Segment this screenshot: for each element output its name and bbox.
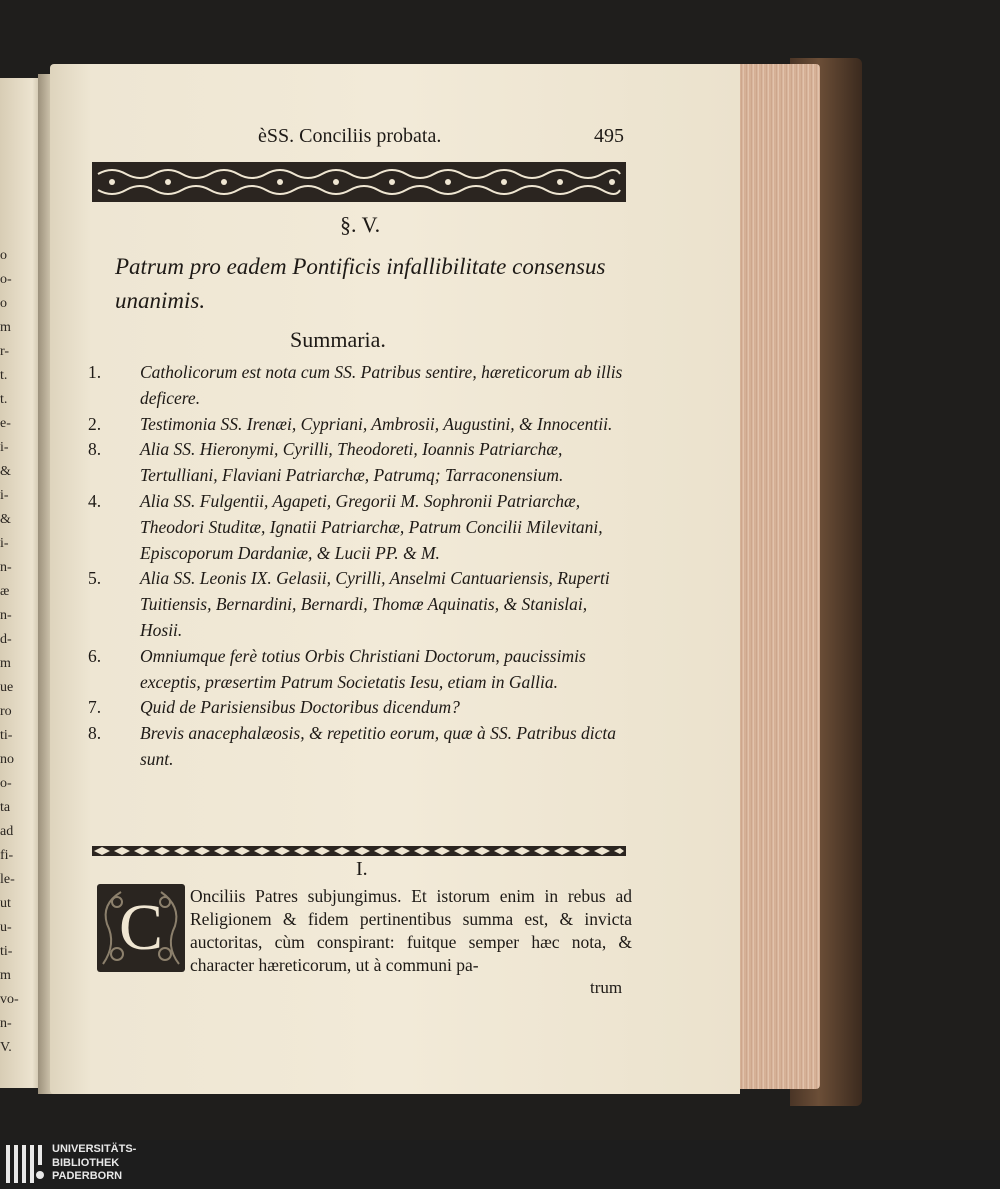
library-logo-icon [4,1143,46,1185]
item-text: Catholicorum est nota cum SS. Patribus sentire, hæreticorum ab illis deficere. [140,362,623,408]
item-number: 8. [88,723,102,744]
margin-fragment: i- [0,440,9,455]
summaria-label: Summaria. [290,327,386,352]
catchword: trum [590,978,623,997]
summaria-item [88,360,633,412]
margin-fragment: ut [0,896,11,911]
body-paragraph: Onciliis Patres subjungimus. Et istorum enim in rebus ad Religionem & fidem pertinentibus summa est, & invicta auctoritas, cùm conspirant: fuitque semper hæc nota, & character hæreticorum, ut à communi pa- [190,886,632,975]
margin-fragment: ti- [0,728,13,743]
margin-fragment: t. [0,392,8,407]
margin-fragment: & [0,512,11,527]
margin-fragment: n- [0,608,12,623]
margin-fragment: r- [0,344,10,359]
margin-fragment: ta [0,800,11,815]
item-text: Testimonia SS. Irenæi, Cypriani, Ambrosii, Augustini, & Innocentii. [140,413,613,434]
library-name-line2: BIBLIOTHEK [52,1156,120,1169]
summaria-list [88,360,633,773]
margin-fragment: ad [0,824,14,839]
item-number: 8. [88,439,102,460]
margin-fragment: no [0,752,14,767]
section-title: Patrum pro eadem Pontificis infallibilitate consensus unanimis. [115,254,606,313]
margin-fragment: le- [0,872,15,887]
library-name-line1: UNIVERSITÄTS- [52,1143,137,1155]
margin-fragment: n- [0,560,12,575]
running-head: èSS. Conciliis probata. [258,125,442,147]
item-number: 2. [88,413,102,434]
margin-fragment: m [0,320,11,335]
margin-fragment: o [0,248,7,263]
item-number: 6. [88,645,102,666]
margin-fragment: o [0,296,7,311]
margin-fragment: m [0,968,11,983]
headpiece-ornament [92,162,626,202]
margin-fragment: e- [0,416,11,431]
item-number: 1. [88,362,102,382]
section-mark: §. V. [340,212,381,237]
summaria-item [88,412,633,438]
margin-fragment: i- [0,536,9,551]
margin-fragment: vo- [0,992,19,1007]
item-text: Alia SS. Fulgentii, Agapeti, Gregorii M. Sophronii Patriarchæ, Theodori Studitæ, Ignatii Patriarchæ, Patrum Concilii Milevitani, Episcoporum Dardaniæ, & Lucii PP. & M. [140,490,603,563]
summaria-item [88,437,633,489]
margin-fragment: ti- [0,944,13,959]
margin-fragment: n- [0,1016,12,1031]
margin-fragment: ue [0,680,14,695]
initial-letter: C [118,891,164,964]
library-name-line3: PADERBORN [52,1170,123,1182]
summaria-item [88,566,633,643]
item-text: Quid de Parisiensibus Doctoribus dicendum? [140,697,460,718]
margin-fragment: V. [0,1040,12,1055]
ornamental-rule [92,846,626,856]
item-text: Brevis anacephalæosis, & repetitio eorum, quæ à SS. Patribus dicta sunt. [140,723,617,769]
margin-fragment: t. [0,368,8,383]
paragraph-number: I. [356,858,368,880]
margin-fragment: d- [0,632,12,647]
item-number: 4. [88,490,102,511]
margin-fragment: æ [0,584,10,599]
margin-fragment: ro [0,704,12,719]
summaria-item [88,644,633,696]
decorated-initial [97,884,185,972]
margin-fragment: o- [0,272,12,287]
margin-fragment: i- [0,488,9,503]
summaria-item [88,489,633,566]
margin-fragment: o- [0,776,12,791]
margin-fragment: u- [0,920,12,935]
item-number: 7. [88,697,102,718]
margin-fragment: fi- [0,848,14,863]
summaria-item [88,721,633,773]
page-edges [730,64,820,1089]
item-text: Omniumque ferè totius Orbis Christiani Doctorum, paucissimis exceptis, præsertim Patrum Societatis Iesu, etiam in Gallia. [140,645,586,692]
summaria-item [88,695,633,721]
footer-bar [0,1140,1000,1189]
library-name [52,1143,136,1184]
page-number: 495 [594,125,624,147]
margin-fragment: & [0,464,11,479]
margin-fragment: m [0,656,11,671]
item-number: 5. [88,568,102,589]
item-text: Alia SS. Leonis IX. Gelasii, Cyrilli, Anselmi Cantuariensis, Ruperti Tuitiensis, Bernardini, Bernardi, Thomæ Aquinatis, & Stanislai, Hosii. [140,568,610,640]
item-text: Alia SS. Hieronymi, Cyrilli, Theodoreti, Ioannis Patriarchæ, Tertulliani, Flaviani Patriarchæ, Patrumq; Tarraconensium. [140,439,564,486]
